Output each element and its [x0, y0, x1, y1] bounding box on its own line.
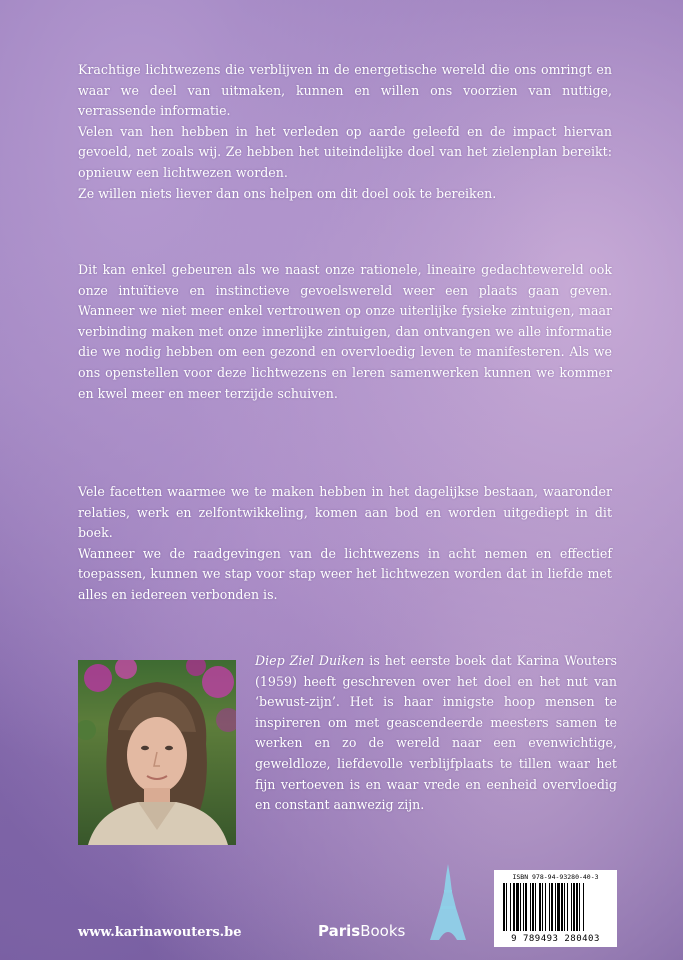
barcode-bar	[545, 883, 546, 931]
closing-section	[78, 482, 612, 606]
barcode-bar	[561, 883, 563, 931]
barcode-bar	[513, 883, 515, 931]
barcode-bar	[525, 883, 527, 931]
isbn-label: ISBN 978-94-93280-40-3	[512, 873, 599, 881]
intro-paragraphs	[78, 60, 612, 204]
barcode-bar	[532, 883, 534, 931]
barcode-bar	[516, 883, 519, 931]
barcode-bar	[510, 883, 511, 931]
book-title: Diep Ziel Duiken	[255, 653, 365, 668]
closing-paragraph-1: Vele facetten waarmee we te maken hebben in het dagelijkse bestaan, waaronder relaties, werk en zelfontwikkeling, komen aan bod en worden uitgediept in dit boek.	[78, 484, 612, 541]
barcode-bar	[539, 883, 541, 931]
barcode-number: 9 789493 280403	[511, 934, 600, 944]
intro-paragraph-2: Velen van hen hebben in het verleden op aarde geleefd en de impact hiervan gevoeld, net zoals wij. Ze hebben het uiteindelijke doel van het zielenplan bereikt: opnieuw een lichtwezen worden.	[78, 123, 612, 180]
barcode-bar	[530, 883, 531, 931]
author-photo	[78, 660, 236, 845]
intro-paragraph-1: Krachtige lichtwezens die verblijven in de energetische wereld die ons omringt en waar we deel van uitmaken, kunnen en willen ons voorzien van nuttige, verrassende informatie.	[78, 62, 612, 119]
publisher-name-part2: Books	[360, 922, 406, 940]
barcode-bar	[520, 883, 521, 931]
intro-paragraph-3: Ze willen niets liever dan ons helpen om dit doel ook te bereiken.	[78, 185, 497, 201]
barcode-bar	[557, 883, 560, 931]
barcode-bar	[503, 883, 505, 931]
isbn-barcode	[494, 870, 617, 947]
middle-section	[78, 260, 612, 404]
publisher-name-part1: Paris	[318, 922, 361, 940]
barcode-bar	[555, 883, 556, 931]
barcode-bar	[571, 883, 572, 931]
barcode-bar	[549, 883, 550, 931]
author-bio	[255, 651, 617, 816]
barcode-bar	[579, 883, 580, 931]
barcode-bar	[535, 883, 536, 931]
barcode-bar	[576, 883, 578, 931]
closing-paragraph-2: Wanneer we de raadgevingen van de lichtwezens in acht nemen en effectief toepassen, kunnen we stap voor stap weer het lichtwezen worden dat in liefde met alles en iedereen verbonden is.	[78, 545, 612, 602]
barcode-bar	[523, 883, 524, 931]
barcode-bar	[573, 883, 575, 931]
barcode-bar	[551, 883, 553, 931]
barcode-bar	[506, 883, 507, 931]
middle-paragraph: Dit kan enkel gebeuren als we naast onze rationele, lineaire gedachtewereld ook onze intuïtieve en instinctieve gevoelswereld weer een plaats gaan geven. Wanneer we niet meer enkel vertrouwen op onze uiterlijke fysieke zintuigen, maar verbinding maken met onze innerlijke zintuigen, dan ontvangen we alle informatie die we nodig hebben om een gezond en overvloedig leven te manifesteren. Als we ons openstellen voor deze lichtwezens en leren samenwerken kunnen we kommer en kwel meer en meer terzijde schuiven.	[78, 262, 612, 401]
eiffel-tower-icon	[426, 862, 470, 948]
barcode-bars	[503, 883, 608, 931]
barcode-bar	[583, 883, 584, 931]
website-url[interactable]: www.karinawouters.be	[78, 925, 242, 940]
publisher-logo	[318, 922, 405, 940]
barcode-bar	[564, 883, 565, 931]
barcode-bar	[542, 883, 543, 931]
bio-text: is het eerste boek dat Karina Wouters (1959) heeft geschreven over het doel en het nut van ‘bewust-zijn’. Het is haar innigste hoop mensen te inspireren om met geascendeerde meesters samen te werken en zo de wereld naar een evenwichtige, geweldloze, liefdevolle verblijfplaats te tillen waar het fijn vertoeven is en waar vrede en eenheid overvloedig en constant aanwezig zijn.	[255, 653, 617, 813]
barcode-bar	[567, 883, 568, 931]
